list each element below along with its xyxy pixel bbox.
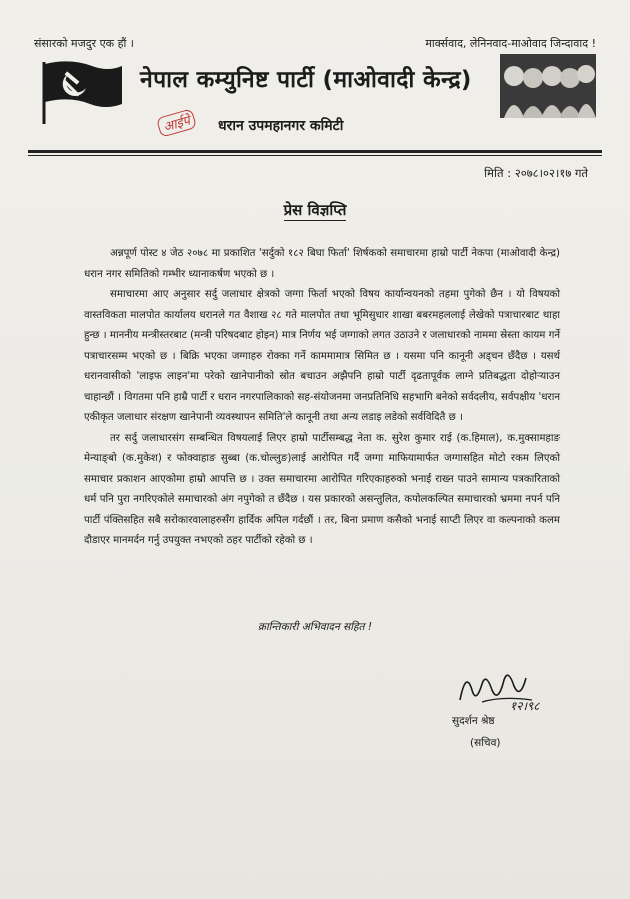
signature-icon xyxy=(452,660,552,716)
portraits-icon xyxy=(500,54,596,118)
body-text xyxy=(84,244,560,552)
header-divider-thin xyxy=(28,155,602,156)
party-name: नेपाल कम्युनिष्ट पार्टी (माओवादी केन्द्र) xyxy=(140,67,472,93)
closing-salutation: क्रान्तिकारी अभिवादन सहित ! xyxy=(257,621,373,633)
committee-name: धरान उपमहानगर कमिटी xyxy=(218,118,344,134)
document-title: प्रेस विज्ञप्ति xyxy=(283,201,347,219)
header-divider xyxy=(28,150,602,153)
paragraph-1: अन्नपूर्ण पोस्ट ४ जेठ २०७८ मा प्रकाशित 'सर्दुको १८२ बिघा फिर्ता' शिर्षकको समाचारमा हाम्रो पार्टी नेकपा (माओवादी केन्द्र) धरान नगर समितिको गम्भीर ध्यानाकर्षण भएको छ । xyxy=(84,248,560,280)
paragraph-2: समाचारमा आए अनुसार सर्दु जलाधार क्षेत्रको जग्गा फिर्ता भएको विषय कार्यान्वयनको तहमा पुगेको छैन । यो विषयको वास्तविकता मालपोत कार्यालय धरानले गत वैशाख २८ गते मालपोत तथा भूमिसुधार शाखा बबरमहललाई लेखेको पत्राचारबाट थाहा हुन्छ । माननीय मन्त्रीस्तरबाट (मन्त्री परिषदबाट होइन) मात्र निर्णय भई जग्गाको लगत उठाउने र जलाधारको नाममा स्रेस्ता कायम गर्ने पत्राचारसम्म भएको छ । बिक्रि भएका जग्गाहरु रोक्का गर्ने काममामात्र सिमित छ । यसमा पनि कानूनी अड्चन छँदैछ । यसर्थ धरानवासीको 'लाइफ लाइन'मा परेको खानेपानीको स्रोत बचाउन अझैपनि हाम्रो पार्टी दृढतापूर्वक लाग्ने प्रतिबद्धता दोहोऱ्याउन चाहान्छौं । विगतमा पनि हाम्रै पार्टी र धरान नगरपालिकाको सह-संयोजनमा जनप्रतिनिधि सहभागि बनेको सर्वदलीय, सर्वपक्षीय 'धरान एकीकृत जलाधार संरक्षण खानेपानी व्यवस्थापन समिति'ले कानूनी तथा अन्य लडाइ लडेको सर्वविदितै छ । xyxy=(84,289,560,423)
hammer-sickle-flag-icon xyxy=(40,60,124,124)
release-date: मिति : २०७८।०२।१७ गते xyxy=(484,166,588,180)
signature-date: १२।९८ xyxy=(510,699,540,713)
handwritten-stamp: आईपे xyxy=(156,108,197,137)
signer-name: सुदर्शन श्रेष्ठ xyxy=(452,715,495,727)
slogan-right: मार्क्सवाद, लेनिनवाद-माओवाद जिन्दावाद ! xyxy=(425,37,596,50)
paragraph-3: तर सर्दु जलाधारसंग सम्बन्धित विषयलाई लिएर हाम्रो पार्टीसम्बद्ध नेता क. सुरेश कुमार राई (क.हिमाल), क.मुक्सामहाङ मेन्याङ्बो (क.मुकेश) र फोक्वाहाङ सुब्बा (क.चोल्लुङ)लाई आरोपित गर्दै जग्गा माफियामार्फत जग्गासहित मोटो रकम लिएको समाचार प्रकाशन आएकोमा हाम्रो आपत्ति छ । उक्त समाचारमा आरोपित गरिएकाहरुको भनाई राख्न पाउने सामान्य पत्रकारिताको धर्म पनि पुरा नगरिएकोले समाचारको अंग नपुगेको त छँदैछ । यस प्रकारको असन्तुलित, कपोलकल्पित समाचारको भ्रममा नपर्न पनि पार्टी पंक्तिसहित सबै सरोकारवालाहरुसँग हार्दिक अपिल गर्दछौं । तर, बिना प्रमाण कसैको भनाई साप्टी लिएर वा कल्पनाको कलम दौडाएर मानमर्दन गर्नु उपयुक्त नभएको ठहर पार्टीको रहेको छ । xyxy=(84,432,560,546)
slogan-left: संसारको मजदुर एक हौं । xyxy=(34,37,134,50)
signer-designation: (सचिव) xyxy=(470,737,501,749)
